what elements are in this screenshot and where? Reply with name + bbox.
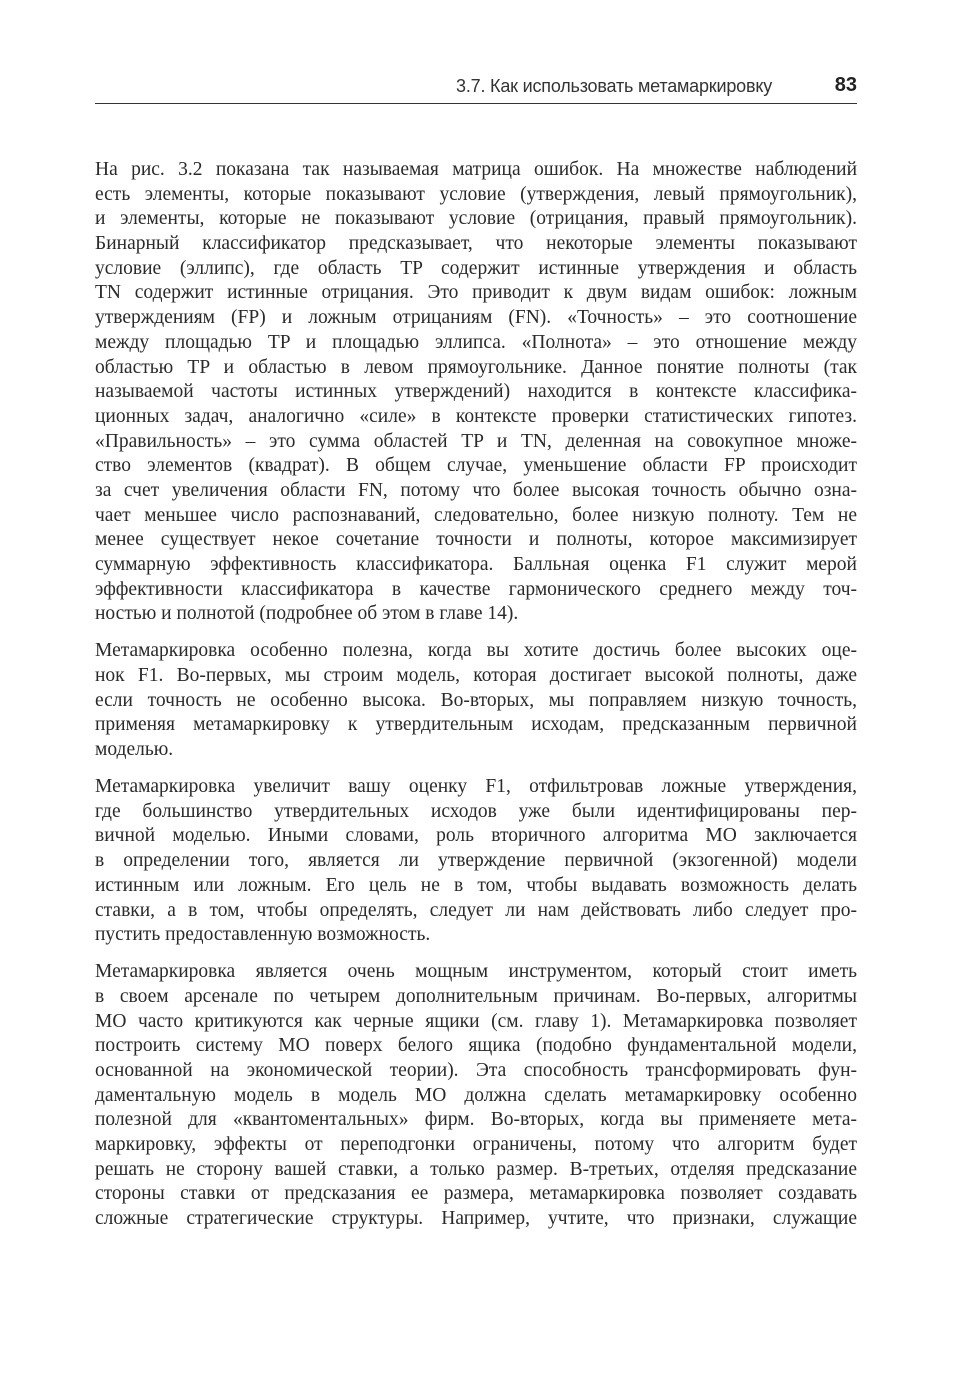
- text-line: сложные стратегические структуры. Например, учтите, что признаки, служащие: [95, 1208, 857, 1230]
- running-header: [95, 74, 857, 104]
- text-line: эффективности классификатора в качестве гармонического среднего между точ-: [95, 578, 857, 600]
- text-line: называемой частоты истинных утверждений) находится в контексте классифика-: [95, 381, 857, 403]
- text-line: условие (эллипс), где область TP содержит истинные утверждения и область: [95, 257, 857, 279]
- text-line: менее существует некое сочетание точности и полноты, которое максимизирует: [95, 529, 857, 551]
- text-line: областью TP и областью в левом прямоугольнике. Данное понятие полноты (так: [95, 356, 857, 378]
- text-line: Бинарный классификатор предсказывает, что некоторые элементы показывают: [95, 233, 857, 255]
- text-line: утверждениям (FP) и ложным отрицаниям (FN). «Точность» – это соотношение: [95, 307, 857, 329]
- paragraph: [95, 158, 857, 627]
- text-line: если точность не особенно высока. Во-вторых, мы поправляем низкую точность,: [95, 689, 857, 711]
- text-line: Метамаркировка особенно полезна, когда вы хотите достичь более высоких оце-: [95, 640, 857, 662]
- page-number: 83: [834, 74, 857, 96]
- body-text: [95, 158, 857, 1244]
- text-line: применяя метамаркировку к утвердительным исходам, предсказанным первичной: [95, 714, 857, 736]
- paragraph: [95, 639, 857, 762]
- text-line: маркировку, эффекты от переподгонки ограничены, потому что алгоритм будет: [95, 1134, 857, 1156]
- text-line: Метамаркировка является очень мощным инструментом, который стоит иметь: [95, 961, 857, 983]
- text-line: На рис. 3.2 показана так называемая матрица ошибок. На множестве наблюдений: [95, 159, 857, 180]
- text-line: моделью.: [95, 739, 174, 761]
- text-line: Метамаркировка увеличит вашу оценку F1, отфильтровав ложные утверждения,: [95, 776, 857, 798]
- text-line: между площадью TP и площадью эллипса. «Полнота» – это отношение между: [95, 331, 857, 353]
- text-line: решать не сторону вашей ставки, а только размер. В-третьих, отделяя предсказание: [95, 1158, 857, 1180]
- text-line: и элементы, которые не показывают условие (отрицания, правый прямоугольник).: [95, 208, 857, 230]
- text-line: есть элементы, которые показывают условие (утверждения, левый прямоугольник),: [95, 183, 857, 205]
- text-line: за счет увеличения области FN, потому что более высокая точность обычно озна-: [95, 479, 857, 501]
- text-line: пустить предоставленную возможность.: [95, 924, 431, 946]
- text-line: ностью и полнотой (подробнее об этом в главе 14).: [95, 603, 519, 625]
- text-line: истинным или ложным. Его цель не в том, чтобы выдавать возможность делать: [95, 874, 857, 896]
- text-line: в своем арсенале по четырем дополнительным причинам. Во-первых, алгоритмы: [95, 985, 857, 1007]
- text-line: даментальную модель в модель МО должна сделать метамаркировку особенно: [95, 1084, 857, 1106]
- text-line: МО часто критикуются как черные ящики (см. главу 1). Метамаркировка позволяет: [95, 1010, 857, 1032]
- text-line: ство элементов (квадрат). В общем случае, уменьшение области FP происходит: [95, 455, 857, 477]
- text-line: нок F1. Во-первых, мы строим модель, которая достигает высокой полноты, даже: [95, 665, 857, 687]
- text-line: ционных задач, аналогично «силе» в контексте проверки статистических гипотез.: [95, 405, 857, 427]
- text-line: в определении того, является ли утверждение первичной (экзогенной) модели: [95, 850, 857, 872]
- paragraph: [95, 960, 857, 1232]
- text-line: основанной на экономической теории). Эта способность трансформировать фун-: [95, 1059, 857, 1081]
- text-line: суммарную эффективность классификатора. Балльная оценка F1 служит мерой: [95, 554, 857, 575]
- text-line: ставки, а в том, чтобы определять, следует ли нам действовать либо следует про-: [95, 899, 857, 921]
- text-line: стороны ставки от предсказания ее размера, метамаркировка позволяет создавать: [95, 1183, 857, 1205]
- text-line: «Правильность» – это сумма областей TP и TN, деленная на совокупное множе-: [95, 430, 857, 452]
- text-line: построить систему МО поверх белого ящика (подобно фундаментальной модели,: [95, 1035, 857, 1057]
- text-line: TN содержит истинные отрицания. Это приводит к двум видам ошибок: ложным: [95, 282, 857, 304]
- text-line: полезной для «квантоментальных» фирм. Во-вторых, когда вы применяете мета-: [95, 1109, 857, 1131]
- text-line: где большинство утвердительных исходов уже были идентифицированы пер-: [95, 800, 857, 822]
- running-title: 3.7. Как использовать метамаркировку: [456, 76, 772, 96]
- text-line: вичной моделью. Иными словами, роль вторичного алгоритма МО заключается: [95, 825, 857, 847]
- text-line: чает меньшее число распознаваний, следовательно, более низкую полноту. Тем не: [95, 504, 857, 526]
- paragraph: [95, 775, 857, 948]
